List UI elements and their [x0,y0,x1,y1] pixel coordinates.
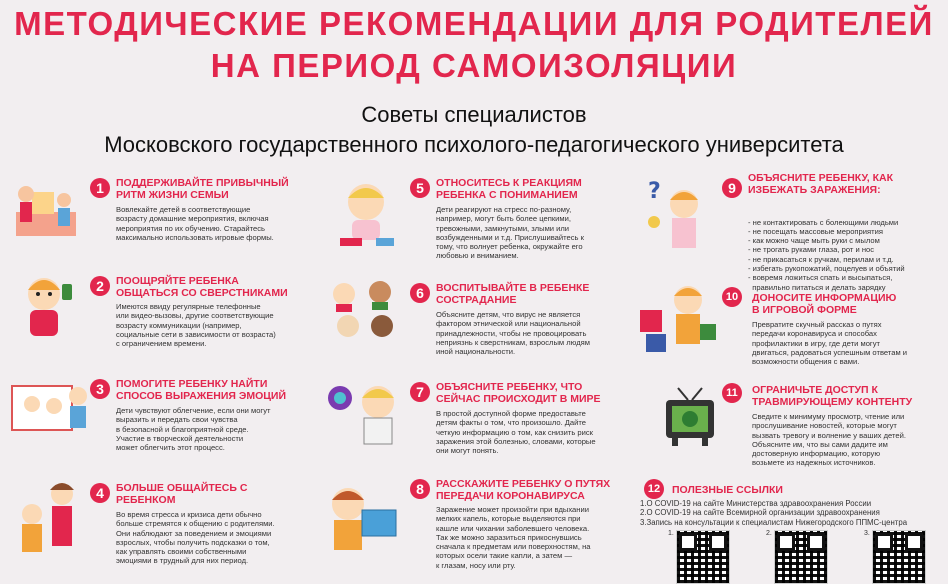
tip-2-heading: ПООЩРЯЙТЕ РЕБЕНКА ОБЩАТЬСЯ СО СВЕРСТНИКАМИ [116,275,288,299]
tip-7-number-badge: 7 [410,382,430,402]
tip-8-number-badge: 8 [410,479,430,499]
tip-11-body: Сведите к минимуму просмотр, чтение или прослушивание новостей, которые могут вызвать тревогу и волнение у ваших детей. Объясните им, что вы сами дадите им достоверную информацию, которую возьмете из надежных источников. [752,412,906,468]
tip-2-number-badge: 2 [90,276,110,296]
tip-3-number-badge: 3 [90,379,110,399]
tip-9-body: - не контактировать с болеющими людьми - не посещать массовые мероприятия - как можно чаще мыть руки с мылом - не трогать руками глаза, рот и нос - не прикасаться к ручкам, перилам и т.д. - избегать рукопожатий, поцелуев и объятий - вовремя ложиться спать и высыпаться, правильно питаться и делать зарядку [748,217,905,292]
useful-links-heading: ПОЛЕЗНЫЕ ССЫЛКИ [672,484,783,496]
page-title-line1: МЕТОДИЧЕСКИЕ РЕКОМЕНДАЦИИ ДЛЯ РОДИТЕЛЕЙ [14,5,934,42]
page-title-line2: НА ПЕРИОД САМОИЗОЛЯЦИИ [210,47,738,84]
tip-5-body: Дети реагируют на стресс по-разному, например, могут быть более цепкими, тревожными, замкнутыми, злыми или возбужденными и т.д. Прислушивайтесь к тому, что волнует ребенка, окружайте его любовью и вниманием. [436,205,584,261]
useful-links-list [640,499,907,527]
tip-1-number-badge: 1 [90,178,110,198]
subtitle-line2: Московского государственного психолого-педагогического университета [104,132,844,157]
tip-4-number-badge: 4 [90,483,110,503]
girl-phone-illustration-icon [10,270,80,342]
tip-10-heading: ДОНОСИТЕ ИНФОРМАЦИЮ В ИГРОВОЙ ФОРМЕ [752,292,897,316]
tip-5-number-badge: 5 [410,178,430,198]
tip-4-body: Во время стресса и кризиса дети обычно больше стремятся к общению с родителями. Они наблюдают за поведением и эмоциями взрослых, чтобы получить подсказки о том, как управлять своими собственными эмоциями в трудный для них период. [116,510,275,566]
tip-1-body: Вовлекайте детей в соответствующие возрасту домашние мероприятия, включая мероприятия по их обучению. Старайтесь максимально использовать игровые формы. [116,205,274,242]
tip-3-body: Дети чувствуют облегчение, если они могут выразить и передать свои чувства в безопасной и благоприятной среде. Участие в творческой деятельности может облегчить этот процесс. [116,406,271,453]
tip-8-heading: РАССКАЖИТЕ РЕБЕНКУ О ПУТЯХ ПЕРЕДАЧИ КОРОНАВИРУСА [436,478,611,502]
tip-9-number-badge: 9 [722,178,742,198]
qr-label-3: 3. [864,530,870,537]
subtitle-line1: Советы специалистов [361,102,587,127]
tip-3-heading: ПОМОГИТЕ РЕБЕНКУ НАЙТИ СПОСОБ ВЫРАЖЕНИЯ ЭМОЦИЙ [116,378,287,402]
family-home-illustration-icon [8,172,86,242]
qr-code-3-icon[interactable] [872,530,926,584]
tip-12-number-badge: 12 [644,479,664,499]
tip-8-body: Заражение может произойти при вдыхании мелких капель, которые выделяются при кашле или чихании заболевшего человека. Так же можно заразиться прикоснувшись сначала к предметам или поверхностям, на которых осели такие капли, а затем — к глазам, носу или рту. [436,505,591,570]
qr-label-2: 2. [766,530,772,537]
tip-7-heading: ОБЪЯСНИТЕ РЕБЕНКУ, ЧТО СЕЙЧАС ПРОИСХОДИТ В МИРЕ [436,381,601,405]
qr-label-1: 1. [668,530,674,537]
virus-child-illustration-icon [322,376,404,452]
tip-6-heading: ВОСПИТЫВАЙТЕ В РЕБЕНКЕ СОСТРАДАНИЕ [436,282,590,306]
tip-11-heading: ОГРАНИЧЬТЕ ДОСТУП К ТРАВМИРУЮЩЕМУ КОНТЕНТУ [752,384,913,408]
boy-poster-illustration-icon [324,480,400,558]
tip-6-number-badge: 6 [410,283,430,303]
tv-virus-illustration-icon [662,386,718,450]
tip-7-body: В простой доступной форме предоставьте детям факты о том, что произошло. Дайте четкую информацию о том, как снизить риск заражения этой болезнью, словами, которые они могут понять. [436,409,596,456]
useful-link-2[interactable]: 2.О COVID-19 на сайте Всемирной организации здравоохранения [640,508,880,518]
mother-child-illustration-icon [10,478,84,558]
tip-10-body: Превратите скучный рассказ о путях передачи коронавируса и способах профилактики в игру, где дети могут двигаться, радоваться успешным ответам и возможности общения с вами. [752,320,908,367]
crying-child-illustration-icon [330,176,402,254]
thinking-girl-illustration-icon [640,176,710,256]
kids-drawing-illustration-icon [8,376,92,438]
diverse-kids-illustration-icon [326,276,402,348]
tip-11-number-badge: 11 [722,383,742,403]
tip-10-number-badge: 10 [722,287,742,307]
svg-text:?: ? [648,179,661,204]
qr-code-1-icon[interactable] [676,530,730,584]
tip-5-heading: ОТНОСИТЕСЬ К РЕАКЦИЯМ РЕБЕНКА С ПОНИМАНИЕМ [436,177,582,201]
tip-6-body: Объясните детям, что вирус не является фактором этнической или национальной принадлежности, чтобы не провоцировать неприязнь к сверстникам, взрослым людям иной национальности. [436,310,590,357]
useful-link-3[interactable]: 3.Запись на консультации к специалистам Нижегородского ППМС-центра [640,517,908,527]
tip-9-heading: ОБЪЯСНИТЕ РЕБЕНКУ, КАК ИЗБЕЖАТЬ ЗАРАЖЕНИЯ: [748,172,894,196]
tip-1-heading: ПОДДЕРЖИВАЙТЕ ПРИВЫЧНЫЙ РИТМ ЖИЗНИ СЕМЬИ [116,177,289,201]
tip-4-heading: БОЛЬШЕ ОБЩАЙТЕСЬ С РЕБЕНКОМ [116,482,248,506]
useful-link-1[interactable]: 1.О COVID-19 на сайте Министерства здравоохранения России [640,499,872,508]
puzzle-boy-illustration-icon [636,280,720,360]
tip-2-body: Имеются ввиду регулярные телефонные или видео-вызовы, другие соответствующие возрасту коммуникации (например, социальные сети в зависимости от возраста) с ограничением времени. [116,302,276,349]
qr-code-2-icon[interactable] [774,530,828,584]
